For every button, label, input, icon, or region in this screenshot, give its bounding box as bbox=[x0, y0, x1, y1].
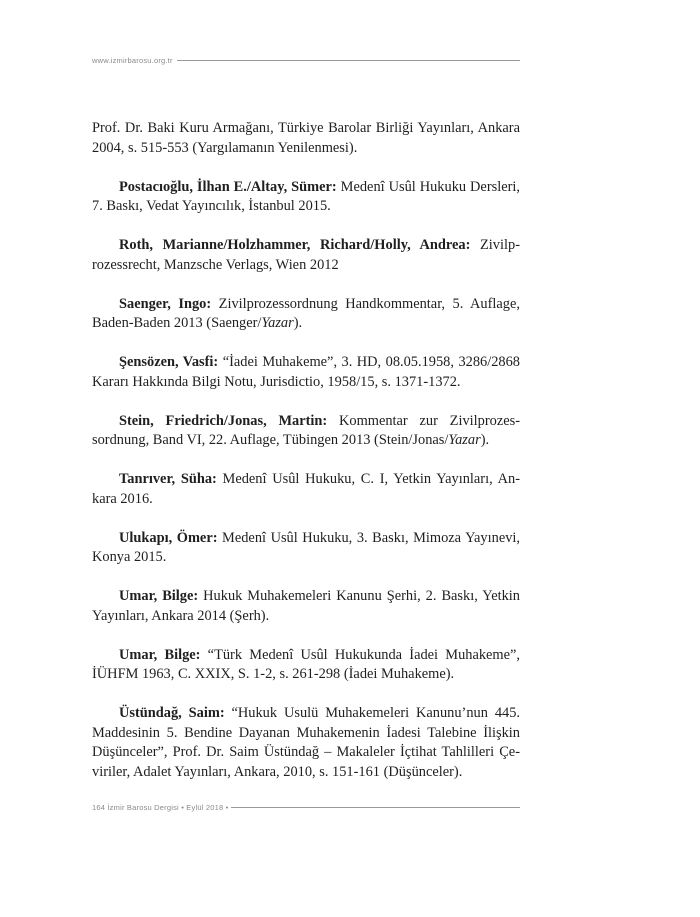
page-header bbox=[92, 53, 520, 67]
entry-text: Kommentar zur Zivilprozessordnung, Band VI, 22. Auflage, Tübingen 2013 (Stein/Jonas/ bbox=[92, 412, 520, 448]
bibliography-entry-2 bbox=[92, 178, 520, 217]
entry-text: “Hukuk Usulü Muhakemeleri Kanunu’nun 445. Maddesinin 5. Bendine Dayanan Muhakemenin İadesi Talebine İlişkin Düşünceler”, Prof. Dr. Saim Üstündağ – Makaleler İçtihat Tahlilleri Çeviriler, Adalet Yayınları, Ankara, 2010, s. 151-161 (Düşünceler). bbox=[92, 705, 520, 780]
bibliography-list bbox=[92, 119, 520, 802]
entry-author: Umar, Bilge: bbox=[119, 646, 201, 663]
header-url: www.izmirbarosu.org.tr bbox=[92, 55, 173, 65]
bibliography-entry-7 bbox=[92, 470, 520, 509]
bibliography-entry-9 bbox=[92, 587, 520, 626]
entry-text: Zivilprozessrecht, Manzsche Verlags, Wien 2012 bbox=[92, 237, 520, 273]
entry-author: Tanrıver, Süha: bbox=[119, 471, 217, 487]
entry-text: Medenî Usûl Hukuku Dersleri, 7. Baskı, Vedat Yayıncılık, İstanbul 2015. bbox=[92, 178, 520, 214]
entry-italic: Yazar bbox=[448, 432, 481, 448]
bibliography-entry-10 bbox=[92, 646, 520, 685]
entry-author: Üstündağ, Saim: bbox=[119, 705, 225, 721]
header-rule bbox=[177, 60, 520, 61]
footer-text: 164 İzmir Barosu Dergisi • Eylül 2018 • bbox=[92, 802, 229, 812]
entry-text: “Türk Medenî Usûl Hukukunda İadei Muhakeme”, İÜHFM 1963, C. XXIX, S. 1-2, s. 261-298 (İadei Muhakeme). bbox=[92, 646, 520, 682]
entry-tail: ). bbox=[480, 432, 490, 448]
entry-author: Şensözen, Vasfi: bbox=[119, 354, 219, 370]
bibliography-entry-4 bbox=[92, 295, 520, 334]
entry-author: Ulukapı, Ömer: bbox=[119, 529, 218, 546]
entry-italic: Yazar bbox=[261, 315, 294, 331]
footer-rule bbox=[231, 807, 520, 808]
entry-tail: ). bbox=[293, 315, 303, 331]
entry-author: Saenger, Ingo: bbox=[119, 295, 212, 312]
entry-author: Umar, Bilge: bbox=[119, 588, 199, 604]
entry-text: “İadei Muhakeme”, 3. HD, 08.05.1958, 3286/2868 Kararı Hakkında Bilgi Notu, Jurisdictio, 1958/15, s. 1371-1372. bbox=[92, 354, 521, 390]
entry-text: Zivilprozessordnung Handkommentar, 5. Auflage, Baden-Baden 2013 (Saenger/ bbox=[92, 295, 520, 331]
bibliography-entry-1: Prof. Dr. Baki Kuru Armağanı, Türkiye Barolar Birliği Yayınları, Ankara 2004, s. 515-553 (Yargılamanın Yenilenmesi). bbox=[92, 120, 520, 156]
bibliography-entry-3 bbox=[92, 236, 520, 275]
entry-author: Postacıoğlu, İlhan E./Altay, Sümer: bbox=[119, 178, 337, 195]
entry-text: Hukuk Muhakemeleri Kanunu Şerhi, 2. Baskı, Yetkin Yayınları, Ankara 2014 (Şerh). bbox=[92, 588, 520, 624]
bibliography-entry-6 bbox=[92, 412, 520, 451]
entry-author: Stein, Friedrich/Jonas, Martin: bbox=[119, 412, 328, 429]
bibliography-entry-11 bbox=[92, 704, 520, 782]
entry-author: Roth, Marianne/Holzhammer, Richard/Holly, Andrea: bbox=[119, 237, 471, 253]
bibliography-entry-5 bbox=[92, 353, 520, 392]
entry-text: Medenî Usûl Hukuku, C. I, Yetkin Yayınları, Ankara 2016. bbox=[92, 471, 520, 507]
page-footer bbox=[92, 800, 520, 814]
entry-text: Medenî Usûl Hukuku, 3. Baskı, Mimoza Yayınevi, Konya 2015. bbox=[92, 529, 520, 565]
bibliography-entry-8 bbox=[92, 529, 520, 568]
